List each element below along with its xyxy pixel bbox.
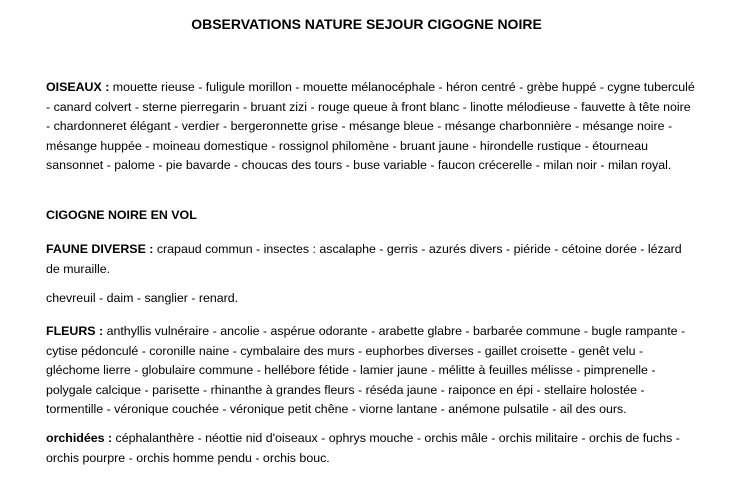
document-title: OBSERVATIONS NATURE SEJOUR CIGOGNE NOIRE bbox=[191, 16, 542, 32]
paragraph-oiseaux bbox=[46, 78, 696, 176]
paragraph-cigogne-noire-en-vol bbox=[46, 206, 696, 226]
section-text-mammiferes: chevreuil - daim - sanglier - renard. bbox=[46, 291, 239, 305]
section-text-fleurs: anthyllis vulnéraire - ancolie - aspérue odorante - arabette glabre - barbarée commune - bugle rampante - cytise pédonculé - coronille naine - cymbalaire des murs - euphorbes diverses - gaillet croisette - genêt velu - gléchome lierre - globulaire commune - hellébore fétide - lamier jaune - mélitte à feuilles mélisse - pimprenelle - polygale calcique - parisette - rhinanthe à grandes fleurs - réséda jaune - raiponce en épi - stellaire holostée - tormentille - véronique couchée - véronique petit chêne - viorne lantane - anémone pulsatile - ail des ours. bbox=[46, 324, 686, 417]
section-heading-cigogne: CIGOGNE NOIRE EN VOL bbox=[46, 208, 197, 222]
section-label-faune: FAUNE DIVERSE : bbox=[46, 242, 154, 256]
paragraph-orchidees bbox=[46, 429, 696, 468]
section-label-fleurs: FLEURS : bbox=[46, 324, 104, 338]
section-text-orchidees: céphalanthère - néottie nid d'oiseaux - ophrys mouche - orchis mâle - orchis militaire - orchis de fuchs - orchis pourpre - orchis homme pendu - orchis bouc. bbox=[46, 431, 680, 465]
section-text-faune: crapaud commun - insectes : ascalaphe - gerris - azurés divers - piéride - cétoine dorée - lézard de muraille. bbox=[46, 242, 682, 276]
section-label-oiseaux: OISEAUX : bbox=[46, 80, 110, 94]
paragraph-fleurs bbox=[46, 322, 696, 420]
section-text-oiseaux: mouette rieuse - fuligule morillon - mouette mélanocéphale - héron centré - grèbe huppé - cygne tuberculé - canard colvert - sterne pierregarin - bruant zizi - rouge queue à front blanc - linotte mélodieuse - fauvette à tête noire - chardonneret élégant - verdier - bergeronnette grise - mésange bleue - mésange charbonnière - mésange noire - mésange huppée - moineau domestique - rossignol philomène - bruant jaune - hirondelle rustique - étourneau sansonnet - palome - pie bavarde - choucas des tours - buse variable - faucon crécerelle - milan noir - milan royal. bbox=[46, 80, 695, 173]
paragraph-mammiferes bbox=[46, 289, 696, 309]
paragraph-faune-diverse bbox=[46, 240, 696, 279]
section-label-orchidees: orchidées : bbox=[46, 431, 113, 445]
